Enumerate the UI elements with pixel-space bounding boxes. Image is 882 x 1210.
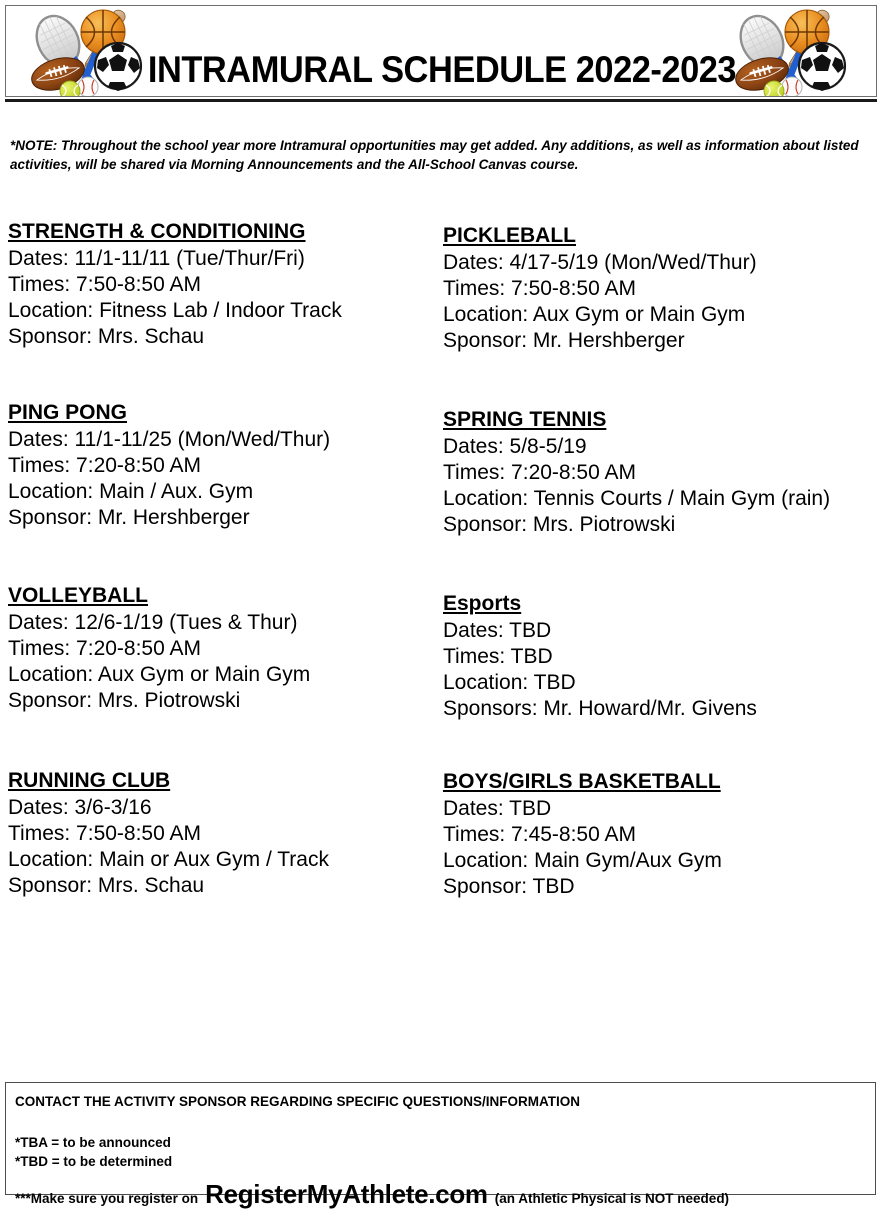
activity-location: Location: Tennis Courts / Main Gym (rain) [443,487,831,511]
page-title: INTRAMURAL SCHEDULE 2022-2023 [147,49,737,90]
activity-times: Times: TBD [443,644,553,668]
activity-location: Location: TBD [443,671,576,695]
activity-sponsor: Sponsor: TBD [443,875,575,899]
header-divider-rule [5,99,877,102]
activity-sponsor: Sponsor: Mr. Hershberger [443,329,685,353]
activity-dates: Dates: 12/6-1/19 (Tues & Thur) [8,610,298,634]
activity-volleyball [8,584,436,714]
activity-title: Esports [443,592,522,615]
activity-location: Location: Aux Gym or Main Gym [8,663,311,687]
activity-sponsor: Sponsors: Mr. Howard/Mr. Givens [443,697,757,721]
tbd-definition: *TBD = to be determined [15,1154,173,1170]
activity-dates: Dates: 4/17-5/19 (Mon/Wed/Thur) [443,250,757,274]
activity-title: PING PONG [8,401,128,424]
activity-location: Location: Aux Gym or Main Gym [443,303,746,327]
activity-dates: Dates: TBD [443,618,552,642]
activity-times: Times: 7:50-8:50 AM [8,272,201,296]
register-suffix-text: (an Athletic Physical is NOT needed) [494,1191,730,1207]
activity-boys-girls-basketball [443,770,875,900]
activity-location: Location: Fitness Lab / Indoor Track [8,299,342,323]
activity-ping-pong [8,401,436,531]
activity-pickleball [443,224,875,354]
register-prefix-text: ***Make sure you register on [15,1191,199,1207]
contact-info-box [5,1082,876,1210]
activity-esports [443,592,875,722]
header-banner [5,5,877,97]
activity-title: VOLLEYBALL [8,584,148,607]
activity-sponsor: Sponsor: Mrs. Schau [8,874,205,898]
activity-strength-and-conditioning [8,220,436,350]
note-text: *NOTE: Throughout the school year more Intramural opportunities may get added. Any additions, as well as information about listed activities, will be shared via Morning Announcements and the All-School Canvas course. [10,138,859,173]
activity-times: Times: 7:45-8:50 AM [443,822,636,846]
activity-location: Location: Main / Aux. Gym [8,480,254,504]
activity-running-club [8,769,436,899]
register-my-athlete-link[interactable]: RegisterMyAthlete.com [205,1179,488,1210]
activity-times: Times: 7:50-8:50 AM [8,821,201,845]
activity-times: Times: 7:50-8:50 AM [443,276,636,300]
register-line [15,1179,875,1210]
activity-title: PICKLEBALL [443,224,576,247]
activity-dates: Dates: 3/6-3/16 [8,795,152,819]
activity-times: Times: 7:20-8:50 AM [8,636,201,660]
activity-dates: Dates: 11/1-11/25 (Mon/Wed/Thur) [8,427,331,451]
activity-location: Location: Main Gym/Aux Gym [443,849,722,873]
activity-location: Location: Main or Aux Gym / Track [8,848,329,872]
activity-title: STRENGTH & CONDITIONING [8,220,306,243]
activity-title: BOYS/GIRLS BASKETBALL [443,770,721,793]
sports-clipart-right [728,8,860,97]
contact-heading: CONTACT THE ACTIVITY SPONSOR REGARDING SPECIFIC QUESTIONS/INFORMATION [15,1094,581,1109]
activity-times: Times: 7:20-8:50 AM [443,460,636,484]
activity-sponsor: Sponsor: Mr. Hershberger [8,506,250,530]
activity-times: Times: 7:20-8:50 AM [8,453,201,477]
activity-sponsor: Sponsor: Mrs. Schau [8,325,205,349]
activity-dates: Dates: TBD [443,796,552,820]
activity-dates: Dates: 5/8-5/19 [443,434,587,458]
activity-dates: Dates: 11/1-11/11 (Tue/Thur/Fri) [8,246,305,270]
activity-sponsor: Sponsor: Mrs. Piotrowski [8,689,241,713]
activity-sponsor: Sponsor: Mrs. Piotrowski [443,513,676,537]
activity-title: RUNNING CLUB [8,769,171,792]
contact-spacer [15,1111,875,1133]
activity-title: SPRING TENNIS [443,408,607,431]
activity-spring-tennis [443,408,875,538]
tba-definition: *TBA = to be announced [15,1134,171,1150]
